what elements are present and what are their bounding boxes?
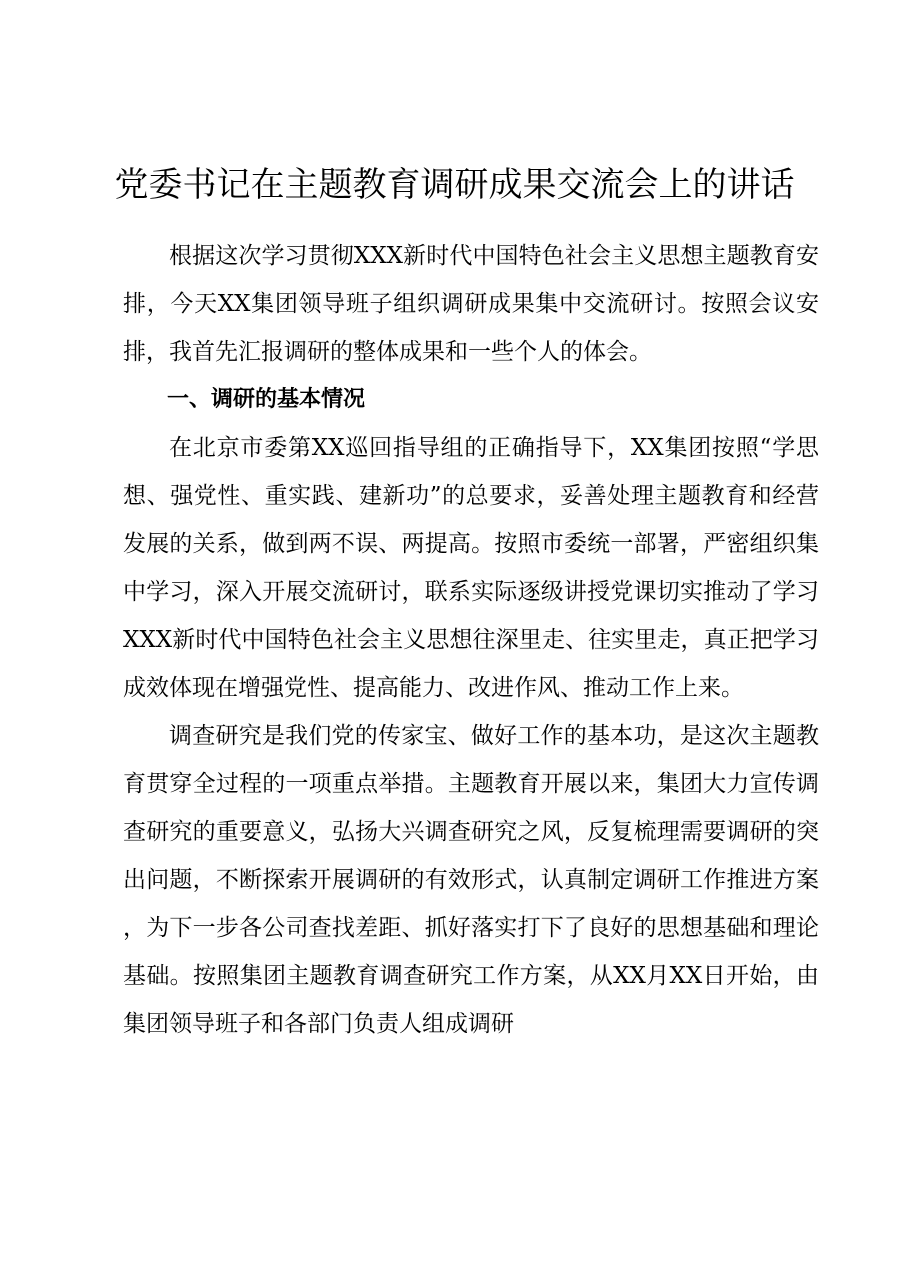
paragraph-research: 调查研究是我们党的传家宝、做好工作的基本功，是这次主题教育贯穿全过程的一项重点举措。主题教育开展以来，集团大力宣传调查研究的重要意义，弘扬大兴调查研究之风，反复梳理需要调研的突出问题，不断探索开展调研的有效形式，认真制定调研工作推进方案，为下一步各公司查找差距、抓好落实打下了良好的思想基础和理论基础。按照集团主题教育调查研究工作方案，从XX月XX日开始，由集团领导班子和各部门负责人组成调研 xyxy=(123,723,819,1037)
document-title: 党委书记在主题教育调研成果交流会上的讲话 xyxy=(114,165,795,205)
paragraph-intro: 根据这次学习贯彻XXX新时代中国特色社会主义思想主题教育安排，今天XX集团领导班子组织调研成果集中交流研讨。按照会议安排，我首先汇报调研的整体成果和一些个人的体会。 xyxy=(123,243,819,365)
section-heading-basic-situation: 一、调研的基本情况 xyxy=(167,387,366,412)
document-body xyxy=(123,232,819,1048)
paragraph-guidance: 在北京市委第XX巡回指导组的正确指导下，XX集团按照“学思想、强党性、重实践、建新功”的总要求，妥善处理主题教育和经营发展的关系，做到两不误、两提高。按照市委统一部署，严密组织集中学习，深入开展交流研讨，联系实际逐级讲授党课切实推动了学习XXX新时代中国特色社会主义思想往深里走、往实里走，真正把学习成效体现在增强党性、提高能力、改进作风、推动工作上来。 xyxy=(123,435,819,701)
